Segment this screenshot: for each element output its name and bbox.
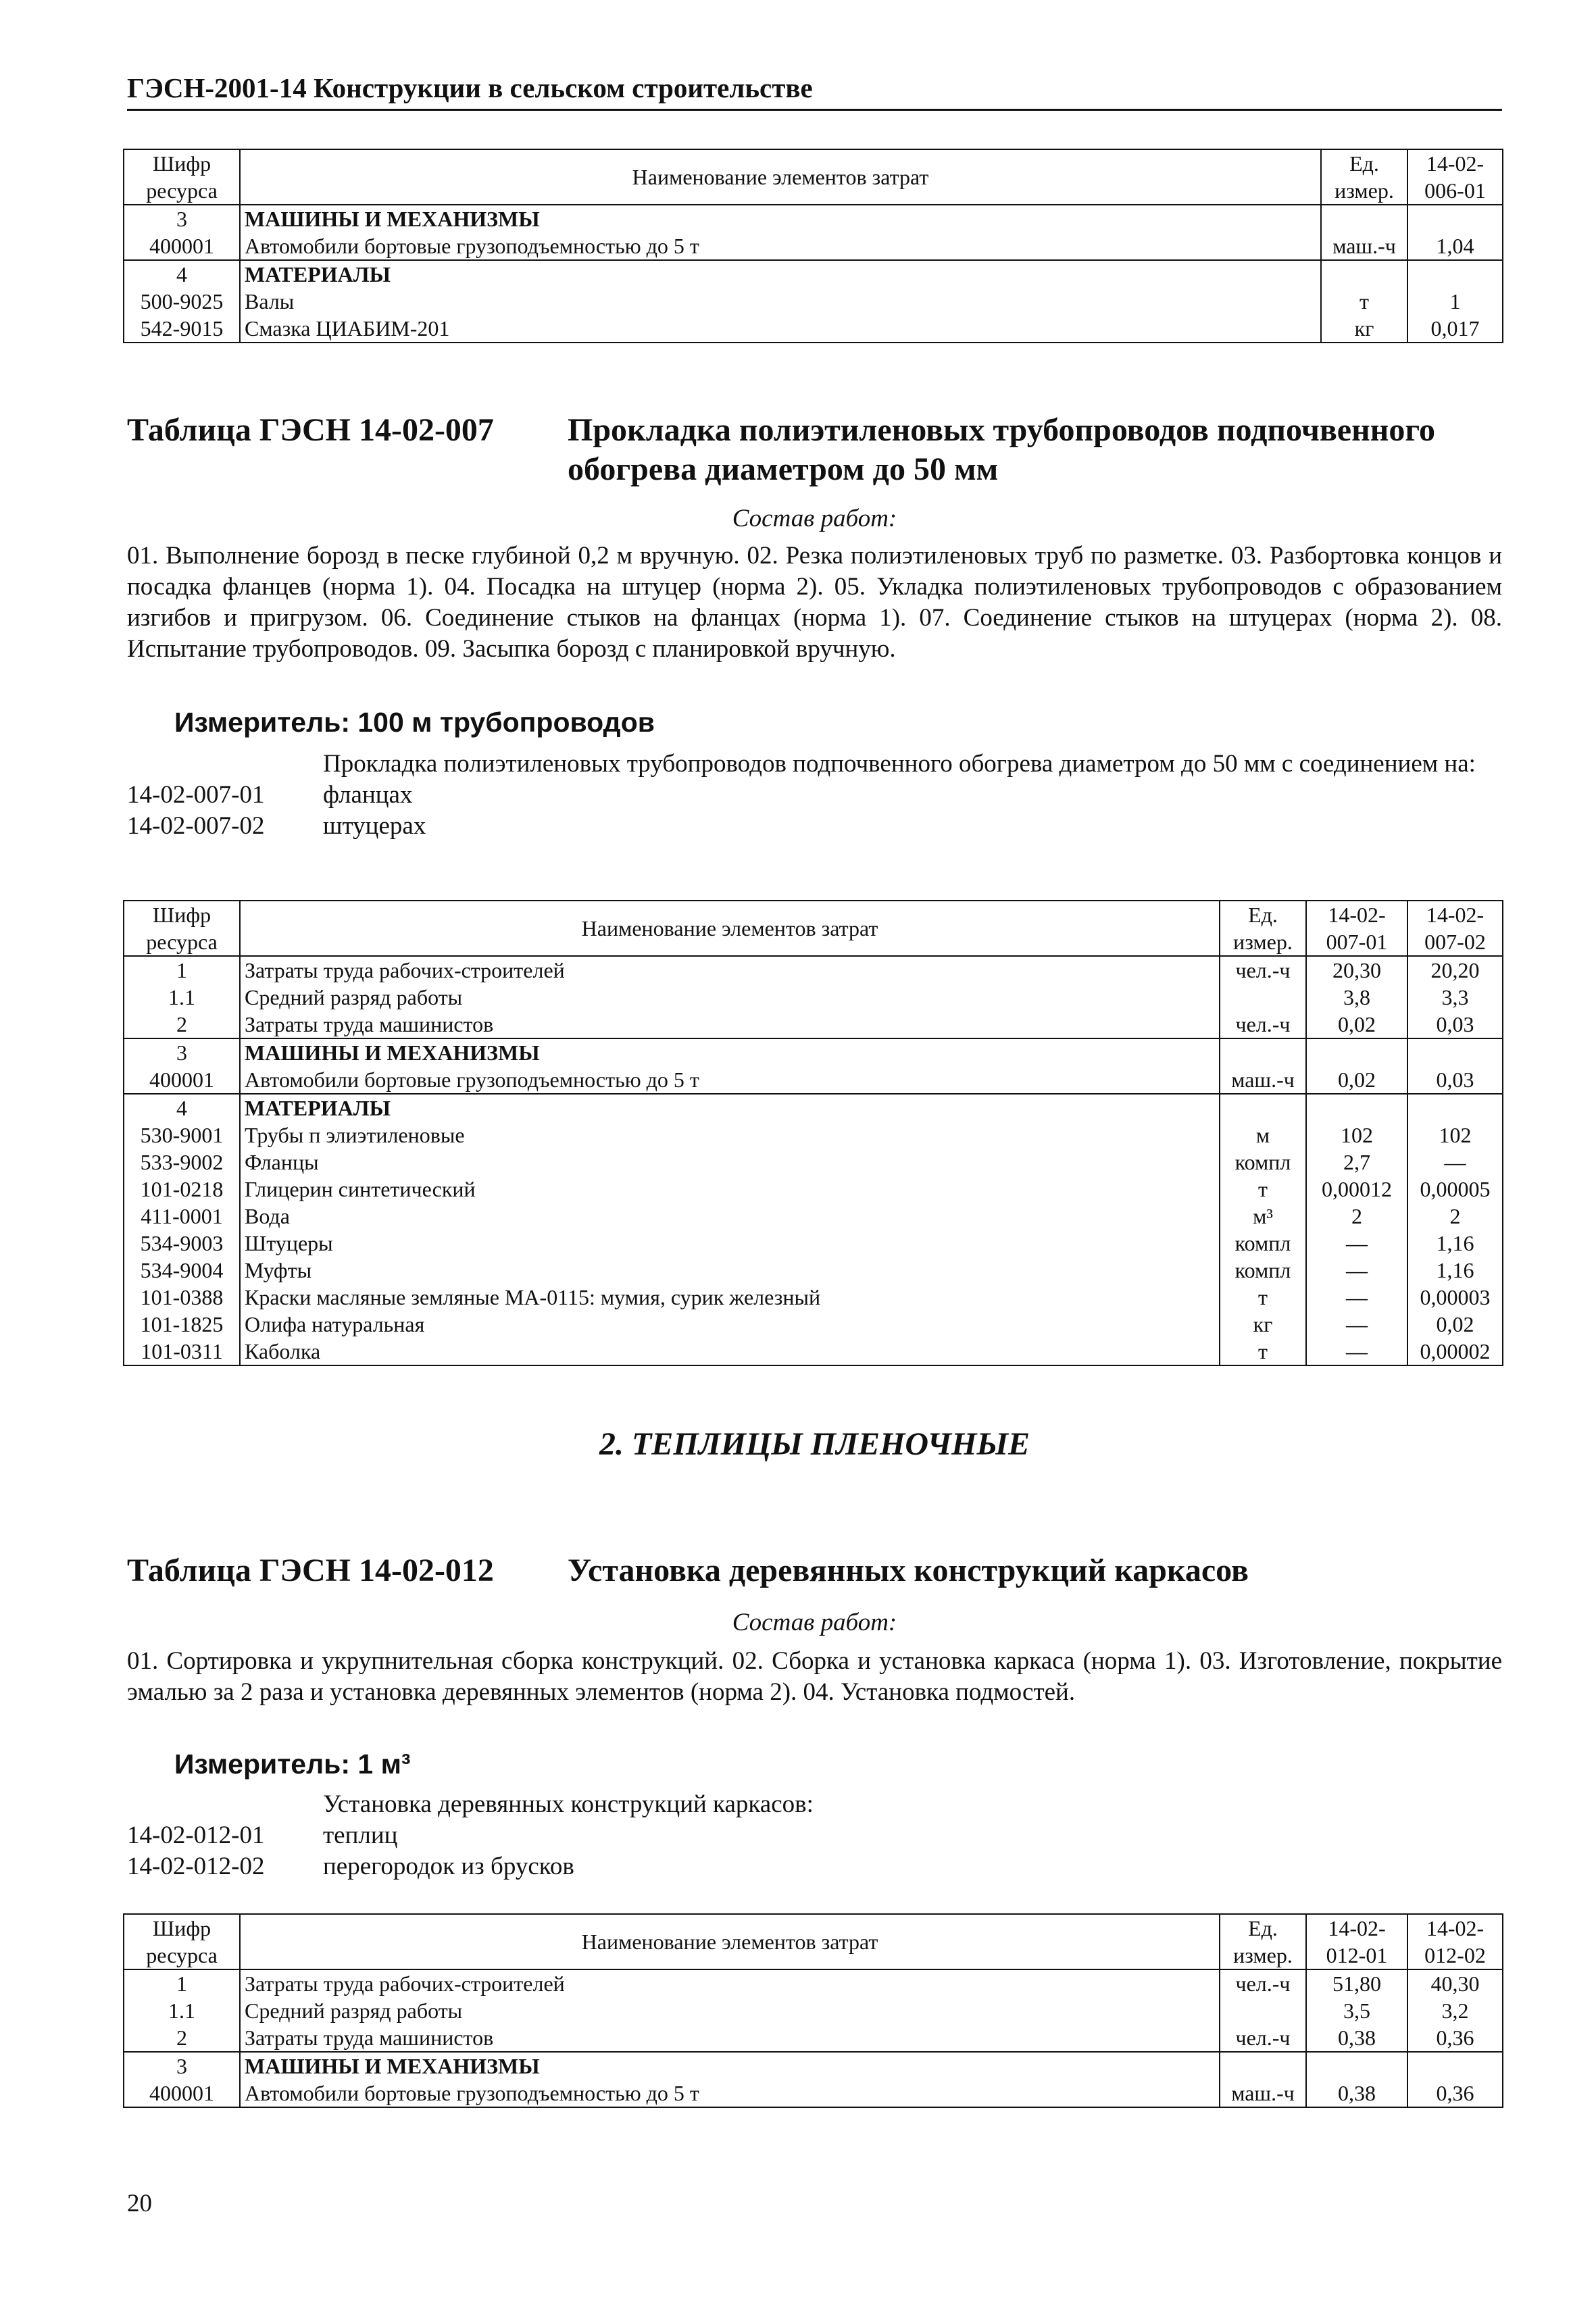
- row-value: 2: [1407, 1203, 1503, 1230]
- row-value: —: [1306, 1311, 1407, 1338]
- table-row: [124, 1311, 1503, 1338]
- row-unit: компл: [1220, 1230, 1306, 1257]
- row-name: Автомобили бортовые грузоподъемностью до 5 т: [240, 1066, 1220, 1094]
- row-unit: [1220, 984, 1306, 1011]
- row-code: 101-0218: [124, 1176, 240, 1203]
- row-code: 500-9025: [124, 288, 240, 315]
- row-value: 1: [1407, 288, 1503, 315]
- table-row: [124, 1230, 1503, 1257]
- row-name: Фланцы: [240, 1149, 1220, 1176]
- table-row: [124, 232, 1503, 260]
- row-unit: чел.-ч: [1220, 2024, 1306, 2052]
- table-row: [124, 1122, 1503, 1149]
- row-value: 102: [1306, 1122, 1407, 1149]
- row-unit: [1220, 1997, 1306, 2024]
- table-row: [124, 1066, 1503, 1094]
- row-unit: чел.-ч: [1220, 956, 1306, 984]
- row-unit: кг: [1220, 1311, 1306, 1338]
- row-code: 4: [124, 1094, 240, 1122]
- table-row: [124, 956, 1503, 984]
- row-code: 542-9015: [124, 315, 240, 343]
- table-row: [124, 2052, 1503, 2080]
- row-name: МАТЕРИАЛЫ: [240, 1094, 1220, 1122]
- row-value: [1407, 205, 1503, 232]
- row-unit: м: [1220, 1122, 1306, 1149]
- list-item: [127, 1820, 1502, 1851]
- row-code: 4: [124, 260, 240, 288]
- row-value: 0,03: [1407, 1066, 1503, 1094]
- row-unit: чел.-ч: [1220, 1011, 1306, 1038]
- table-row: [124, 1094, 1503, 1122]
- row-name: Затраты труда рабочих-строителей: [240, 1969, 1220, 1997]
- variant-label: штуцерах: [323, 812, 426, 840]
- row-unit: т: [1220, 1176, 1306, 1203]
- row-value: 0,02: [1407, 1311, 1503, 1338]
- row-code: 2: [124, 1011, 240, 1038]
- row-unit: компл: [1220, 1149, 1306, 1176]
- row-value: 0,00002: [1407, 1338, 1503, 1365]
- row-code: 533-9002: [124, 1149, 240, 1176]
- header-unit: Ед. измер.: [1321, 149, 1407, 205]
- row-value: —: [1407, 1149, 1503, 1176]
- row-name: Затраты труда машинистов: [240, 1011, 1220, 1038]
- row-unit: [1321, 260, 1407, 288]
- table-row: [124, 1338, 1503, 1365]
- row-unit: компл: [1220, 1257, 1306, 1284]
- row-name: Затраты труда машинистов: [240, 2024, 1220, 2052]
- table-row: [124, 260, 1503, 288]
- table-number: Таблица ГЭСН 14-02-012: [127, 1553, 494, 1588]
- header-name: Наименование элементов затрат: [240, 1914, 1220, 1969]
- row-code: 411-0001: [124, 1203, 240, 1230]
- row-value: 0,017: [1407, 315, 1503, 343]
- table-row: [124, 315, 1503, 343]
- row-value: [1306, 1038, 1407, 1066]
- variant-list: [127, 749, 1502, 842]
- variant-intro: Прокладка полиэтиленовых трубопроводов подпочвенного обогрева диаметром до 50 мм с соединением на:: [323, 750, 1476, 778]
- table-row: [124, 288, 1503, 315]
- row-value: 2: [1306, 1203, 1407, 1230]
- header-name: Наименование элементов затрат: [240, 149, 1321, 205]
- row-value: 0,36: [1407, 2080, 1503, 2107]
- header-unit: Ед. измер.: [1220, 901, 1306, 956]
- table-row: [124, 1284, 1503, 1311]
- row-value: [1306, 1094, 1407, 1122]
- row-value: 1,16: [1407, 1230, 1503, 1257]
- row-name: Смазка ЦИАБИМ-201: [240, 315, 1321, 343]
- measure-unit: Измеритель: 100 м трубопроводов: [174, 707, 655, 738]
- row-name: Трубы п элиэтиленовые: [240, 1122, 1220, 1149]
- table-row: [124, 2024, 1503, 2052]
- row-value: 20,30: [1306, 956, 1407, 984]
- row-code: 1.1: [124, 984, 240, 1011]
- table-row: [124, 1203, 1503, 1230]
- row-code: 530-9001: [124, 1122, 240, 1149]
- row-value: 1,16: [1407, 1257, 1503, 1284]
- header-norm: 14-02- 012-02: [1407, 1914, 1503, 1969]
- header-code: Шифр ресурса: [124, 1914, 240, 1969]
- row-value: —: [1306, 1230, 1407, 1257]
- row-code: 3: [124, 2052, 240, 2080]
- row-name: Краски масляные земляные МА-0115: мумия, сурик железный: [240, 1284, 1220, 1311]
- row-name: Вода: [240, 1203, 1220, 1230]
- row-unit: маш.-ч: [1321, 232, 1407, 260]
- row-value: 102: [1407, 1122, 1503, 1149]
- row-code: 3: [124, 1038, 240, 1066]
- table-row: [124, 1011, 1503, 1038]
- row-name: Затраты труда рабочих-строителей: [240, 956, 1220, 984]
- row-code: 101-1825: [124, 1311, 240, 1338]
- header-norm: 14-02- 012-01: [1306, 1914, 1407, 1969]
- row-value: 0,02: [1306, 1011, 1407, 1038]
- row-name: Штуцеры: [240, 1230, 1220, 1257]
- row-code: 101-0388: [124, 1284, 240, 1311]
- row-value: [1407, 2052, 1503, 2080]
- resource-table-012: [123, 1913, 1503, 2108]
- table-row: [124, 1969, 1503, 1997]
- row-value: 0,03: [1407, 1011, 1503, 1038]
- row-value: 0,00012: [1306, 1176, 1407, 1203]
- row-code: 1.1: [124, 1997, 240, 2024]
- table-row: [124, 984, 1503, 1011]
- row-name: МАШИНЫ И МЕХАНИЗМЫ: [240, 1038, 1220, 1066]
- row-code: 400001: [124, 232, 240, 260]
- header-unit: Ед. измер.: [1220, 1914, 1306, 1969]
- row-unit: кг: [1321, 315, 1407, 343]
- row-code: 3: [124, 205, 240, 232]
- works-label: Состав работ:: [732, 505, 897, 532]
- table-row: [124, 1149, 1503, 1176]
- works-label: Состав работ:: [732, 1609, 897, 1636]
- row-name: МАШИНЫ И МЕХАНИЗМЫ: [240, 2052, 1220, 2080]
- list-item: [127, 1851, 1502, 1882]
- row-value: —: [1306, 1338, 1407, 1365]
- row-name: Муфты: [240, 1257, 1220, 1284]
- works-description: 01. Сортировка и укрупнительная сборка конструкций. 02. Сборка и установка каркаса (норма 1). 03. Изготовление, покрытие эмалью за 2 раза и установка деревянных элементов (норма 2). 04. Установка подмостей.: [127, 1647, 1502, 1706]
- row-value: 3,8: [1306, 984, 1407, 1011]
- row-code: 101-0311: [124, 1338, 240, 1365]
- header-norm: 14-02- 006-01: [1407, 149, 1503, 205]
- row-code: 400001: [124, 2080, 240, 2107]
- row-value: —: [1306, 1257, 1407, 1284]
- row-value: [1306, 2052, 1407, 2080]
- resource-table-006: [123, 149, 1503, 343]
- row-value: 3,2: [1407, 1997, 1503, 2024]
- row-value: 0,38: [1306, 2024, 1407, 2052]
- row-code: 1: [124, 956, 240, 984]
- row-unit: [1220, 1094, 1306, 1122]
- variant-list: [127, 1789, 1502, 1882]
- variant-code: 14-02-007-01: [127, 781, 265, 809]
- variant-label: фланцах: [323, 781, 413, 809]
- row-value: 3,5: [1306, 1997, 1407, 2024]
- row-unit: маш.-ч: [1220, 2080, 1306, 2107]
- header-code: Шифр ресурса: [124, 149, 240, 205]
- variant-code: 14-02-012-02: [127, 1853, 265, 1880]
- row-value: 0,36: [1407, 2024, 1503, 2052]
- header-norm: 14-02- 007-01: [1306, 901, 1407, 956]
- table-row: [124, 1997, 1503, 2024]
- row-code: 400001: [124, 1066, 240, 1094]
- row-value: 0,00003: [1407, 1284, 1503, 1311]
- running-header: ГЭСН-2001-14 Конструкции в сельском строительстве: [127, 73, 1502, 111]
- row-unit: т: [1220, 1338, 1306, 1365]
- variant-code: 14-02-007-02: [127, 812, 265, 840]
- row-value: [1407, 1094, 1503, 1122]
- table-row: [124, 205, 1503, 232]
- row-unit: [1220, 2052, 1306, 2080]
- row-value: —: [1306, 1284, 1407, 1311]
- table-header-row: [124, 901, 1503, 956]
- row-unit: [1321, 205, 1407, 232]
- row-name: Автомобили бортовые грузоподъемностью до 5 т: [240, 232, 1321, 260]
- resource-table-007: [123, 900, 1503, 1366]
- row-value: 0,00005: [1407, 1176, 1503, 1203]
- list-item: [127, 811, 1502, 842]
- row-name: Средний разряд работы: [240, 984, 1220, 1011]
- row-code: 534-9004: [124, 1257, 240, 1284]
- row-value: 0,38: [1306, 2080, 1407, 2107]
- table-header-row: [124, 1914, 1503, 1969]
- row-name: МАШИНЫ И МЕХАНИЗМЫ: [240, 205, 1321, 232]
- row-unit: [1220, 1038, 1306, 1066]
- page-number: 20: [127, 2190, 152, 2217]
- row-unit: т: [1321, 288, 1407, 315]
- row-unit: маш.-ч: [1220, 1066, 1306, 1094]
- row-value: 0,02: [1306, 1066, 1407, 1094]
- row-unit: чел.-ч: [1220, 1969, 1306, 1997]
- row-name: МАТЕРИАЛЫ: [240, 260, 1321, 288]
- row-name: Средний разряд работы: [240, 1997, 1220, 2024]
- row-value: [1407, 1038, 1503, 1066]
- row-unit: м³: [1220, 1203, 1306, 1230]
- row-code: 2: [124, 2024, 240, 2052]
- table-header-row: [124, 149, 1503, 205]
- header-name: Наименование элементов затрат: [240, 901, 1220, 956]
- row-value: [1407, 260, 1503, 288]
- table-row: [124, 1257, 1503, 1284]
- row-value: 51,80: [1306, 1969, 1407, 1997]
- table-caption: Прокладка полиэтиленовых трубопроводов подпочвенного обогрева диаметром до 50 мм: [568, 412, 1436, 487]
- row-value: 40,30: [1407, 1969, 1503, 1997]
- measure-unit: Измеритель: 1 м³: [174, 1749, 411, 1780]
- row-name: Каболка: [240, 1338, 1220, 1365]
- row-value: 3,3: [1407, 984, 1503, 1011]
- row-value: 1,04: [1407, 232, 1503, 260]
- variant-label: теплиц: [323, 1821, 398, 1849]
- row-unit: т: [1220, 1284, 1306, 1311]
- section-heading: 2. ТЕПЛИЦЫ ПЛЕНОЧНЫЕ: [599, 1426, 1030, 1462]
- table-row: [124, 1176, 1503, 1203]
- row-name: Олифа натуральная: [240, 1311, 1220, 1338]
- variant-label: перегородок из брусков: [323, 1853, 574, 1880]
- list-item: [127, 780, 1502, 811]
- table-caption: Установка деревянных конструкций каркасов: [568, 1553, 1249, 1588]
- variant-code: 14-02-012-01: [127, 1821, 265, 1849]
- table-number: Таблица ГЭСН 14-02-007: [127, 412, 494, 448]
- row-value: 2,7: [1306, 1149, 1407, 1176]
- table-row: [124, 1038, 1503, 1066]
- row-name: Автомобили бортовые грузоподъемностью до 5 т: [240, 2080, 1220, 2107]
- row-name: Глицерин синтетический: [240, 1176, 1220, 1203]
- row-value: 20,20: [1407, 956, 1503, 984]
- works-description: 01. Выполнение борозд в песке глубиной 0,2 м вручную. 02. Резка полиэтиленовых труб по разметке. 03. Разбортовка концов и посадка фланцев (норма 1). 04. Посадка на штуцер (норма 2). 05. Укладка полиэтиленовых трубопроводов с образованием изгибов и пригрузом. 06. Соединение стыков на фланцах (норма 1). 07. Соединение стыков на штуцерах (норма 2). 08. Испытание трубопроводов. 09. Засыпка борозд с планировкой вручную.: [127, 542, 1502, 663]
- table-row: [124, 2080, 1503, 2107]
- row-name: Валы: [240, 288, 1321, 315]
- header-norm: 14-02- 007-02: [1407, 901, 1503, 956]
- header-code: Шифр ресурса: [124, 901, 240, 956]
- variant-intro: Установка деревянных конструкций каркасов:: [323, 1790, 814, 1818]
- row-code: 1: [124, 1969, 240, 1997]
- row-code: 534-9003: [124, 1230, 240, 1257]
